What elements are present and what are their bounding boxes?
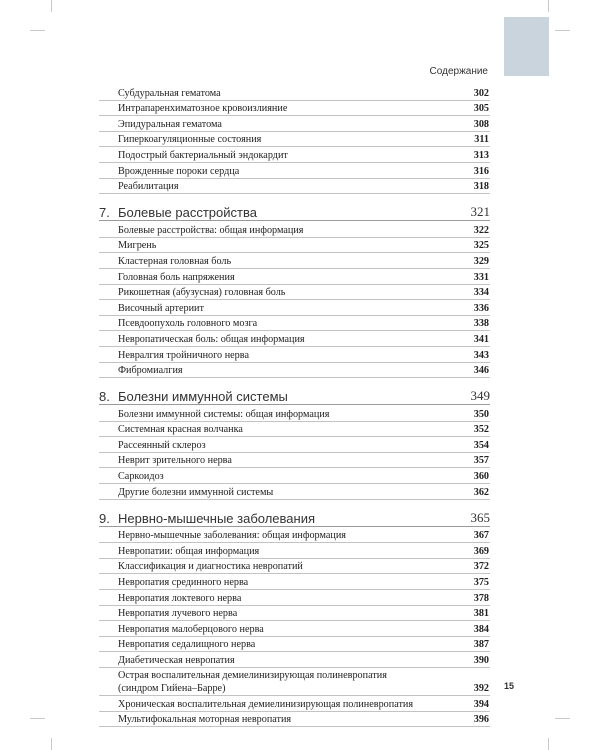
entry-page: 381: [473, 608, 489, 620]
entry-title-line: Невропатическая боль: общая информация: [118, 333, 305, 345]
entry-page: 394: [473, 698, 489, 710]
entry-title-line: Системная красная волчанка: [118, 424, 243, 436]
chapter-page: 365: [470, 509, 490, 525]
entry-title-line: Невропатия срединного нерва: [118, 577, 249, 589]
entry-title-line: Невропатия локтевого нерва: [118, 592, 242, 604]
toc-entry[interactable]: [99, 559, 490, 575]
entry-title-line: Невропатии: общая информация: [118, 545, 260, 557]
entry-page: 336: [473, 302, 489, 314]
entry-title: [99, 576, 248, 589]
entry-page: 305: [473, 103, 489, 115]
entry-title-line: Саркоидоз: [118, 471, 164, 483]
chapter-page: 349: [470, 388, 490, 404]
entry-title-line: Кластерная головная боль: [118, 255, 232, 267]
chapter-page: 321: [470, 204, 490, 220]
toc-entry[interactable]: [99, 347, 490, 363]
entry-title-line: Классификация и диагностика невропатий: [118, 561, 303, 573]
toc-entry[interactable]: [99, 101, 490, 117]
toc-entry[interactable]: [99, 300, 490, 316]
toc-entry[interactable]: [99, 606, 490, 622]
entry-title: [99, 271, 235, 284]
entry-page: 343: [473, 349, 489, 361]
entry-page: 316: [473, 165, 489, 177]
toc-entry[interactable]: [99, 422, 490, 438]
crop-mark: [555, 718, 570, 719]
entry-title: [99, 713, 291, 726]
toc-entry[interactable]: [99, 163, 490, 179]
entry-title: [99, 102, 287, 115]
chapter-label: [99, 205, 257, 220]
toc-entry[interactable]: [99, 468, 490, 484]
entry-title-line: Нервно-мышечные заболевания: общая информация: [118, 530, 346, 542]
chapter-title: Болевые расстройства: [118, 205, 257, 221]
entry-title: [99, 349, 249, 362]
entry-title: [99, 408, 330, 421]
toc-entry[interactable]: [99, 484, 490, 500]
entry-title: [99, 286, 285, 299]
entry-page: 360: [473, 471, 489, 483]
entry-page: 387: [473, 639, 489, 651]
entry-title: [99, 133, 261, 146]
entry-title-line: Болевые расстройства: общая информация: [118, 224, 304, 236]
entry-page: 372: [473, 561, 489, 573]
chapter-title: Нервно-мышечные заболевания: [118, 510, 316, 526]
toc-entry[interactable]: [99, 238, 490, 254]
entry-page: 350: [473, 408, 489, 420]
toc-entry[interactable]: [99, 652, 490, 668]
entry-page: 384: [473, 623, 489, 635]
entry-title: [99, 470, 164, 483]
entry-title-line: Интрапаренхиматозное кровоизлияние: [118, 103, 288, 115]
entry-page: 367: [473, 530, 489, 542]
running-header: Содержание: [429, 66, 488, 77]
entry-title: [99, 654, 235, 667]
entry-title: [99, 180, 179, 193]
chapter-label: [99, 389, 288, 404]
chapter-number: 9.: [99, 510, 110, 526]
entry-title-line: Головная боль напряжения: [118, 271, 235, 283]
toc-entry[interactable]: [99, 179, 490, 195]
crop-mark: [555, 30, 570, 31]
page-number: 15: [504, 681, 515, 691]
entry-title-line: Другие болезни иммунной системы: [118, 486, 274, 498]
entry-title-line: Мигрень: [118, 240, 157, 252]
entry-page: 311: [474, 134, 489, 146]
entry-title: [99, 224, 303, 237]
entry-title-line: Неврит зрительного нерва: [118, 455, 232, 467]
entry-title-line: (синдром Гийена–Барре): [118, 682, 226, 694]
entry-title-line: Гиперкоагуляционные состояния: [118, 134, 262, 146]
toc-entry[interactable]: [99, 85, 490, 101]
crop-mark: [51, 0, 52, 12]
entry-title-line: Реабилитация: [118, 181, 179, 193]
entry-title-line: Невропатия лучевого нерва: [118, 608, 238, 620]
entry-page: 357: [473, 455, 489, 467]
toc-entry[interactable]: [99, 116, 490, 132]
toc-entry[interactable]: [99, 621, 490, 637]
toc-entry[interactable]: [99, 222, 490, 238]
entry-page: 308: [473, 118, 489, 130]
entry-title-line: Врожденные пороки сердца: [118, 165, 240, 177]
entry-title: [99, 638, 255, 651]
entry-page: 375: [473, 577, 489, 589]
entry-title: [99, 529, 346, 542]
crop-mark: [30, 718, 45, 719]
entry-title-line: Рассеянный склероз: [118, 439, 206, 451]
entry-title: [99, 364, 183, 377]
entry-page: 390: [473, 655, 489, 666]
entry-page: 378: [473, 592, 489, 604]
crop-mark: [51, 738, 52, 750]
entry-title: [99, 592, 241, 605]
entry-title: [99, 165, 239, 178]
crop-mark: [548, 738, 549, 750]
entry-title-line: Невропатия малоберцового нерва: [118, 623, 264, 635]
entry-title: [99, 87, 221, 100]
toc-entry[interactable]: [99, 269, 490, 285]
entry-title: [99, 454, 232, 467]
toc-entry[interactable]: [99, 437, 490, 453]
entry-page: 313: [473, 149, 489, 161]
entry-title: [99, 560, 303, 573]
entry-page: 396: [473, 714, 489, 726]
entry-page: 346: [473, 365, 489, 377]
toc-entry[interactable]: [99, 668, 490, 696]
toc-entry[interactable]: [99, 406, 490, 422]
chapter-heading[interactable]: [99, 202, 490, 221]
entry-title: [99, 333, 305, 346]
entry-title: [99, 623, 264, 636]
entry-title-line: Мультифокальная моторная невропатия: [118, 714, 292, 726]
entry-title-line: Субдуральная гематома: [118, 87, 221, 99]
toc-entry[interactable]: [99, 285, 490, 301]
toc-entry[interactable]: [99, 712, 490, 728]
chapter-number: 8.: [99, 389, 110, 405]
toc-entry[interactable]: [99, 528, 490, 544]
entry-page: 334: [473, 287, 489, 299]
entry-page: 352: [473, 424, 489, 436]
crop-mark: [30, 30, 45, 31]
entry-title: [99, 439, 206, 452]
toc-entry[interactable]: [99, 316, 490, 332]
toc-entry[interactable]: [99, 637, 490, 653]
entry-title-line: Диабетическая невропатия: [118, 655, 235, 666]
entry-title-line: Болезни иммунной системы: общая информация: [118, 408, 330, 420]
chapter-label: [99, 511, 315, 526]
entry-page: 369: [473, 545, 489, 557]
entry-page: 302: [473, 87, 489, 99]
entry-title: [99, 149, 288, 162]
entry-title-line: Невралгия тройничного нерва: [118, 349, 249, 361]
entry-page: 341: [473, 333, 489, 345]
entry-page: 392: [473, 683, 489, 694]
entry-page: 338: [473, 318, 489, 330]
entry-title: [99, 545, 259, 558]
entry-title-line: Фибромиалгия: [118, 365, 183, 377]
table-of-contents: [99, 85, 490, 727]
entry-title: [99, 607, 237, 620]
entry-title-line: Подострый бактериальный эндокардит: [118, 149, 288, 161]
entry-title-line: Псевдоопухоль головного мозга: [118, 318, 258, 330]
entry-title: [99, 668, 387, 695]
entry-title-line: Острая воспалительная демиелинизирующая полиневропатия: [118, 670, 387, 681]
entry-page: 362: [473, 486, 489, 498]
entry-title: [99, 239, 156, 252]
entry-title-line: Эпидуральная гематома: [118, 118, 222, 130]
toc-entry[interactable]: [99, 453, 490, 469]
entry-title: [99, 698, 413, 711]
chapter-heading[interactable]: [99, 386, 490, 405]
entry-title-line: Невропатия седалищного нерва: [118, 639, 256, 651]
entry-title: [99, 486, 273, 499]
entry-title: [99, 423, 243, 436]
entry-page: 318: [473, 181, 489, 193]
toc-entry[interactable]: [99, 543, 490, 559]
crop-mark: [548, 0, 549, 12]
entry-page: 325: [473, 240, 489, 252]
entry-title-line: Хроническая воспалительная демиелинизирующая полиневропатия: [118, 698, 414, 710]
entry-title: [99, 118, 222, 131]
toc-entry[interactable]: [99, 132, 490, 148]
entry-title: [99, 302, 204, 315]
entry-page: 331: [473, 271, 489, 283]
toc-entry[interactable]: [99, 331, 490, 347]
toc-entry[interactable]: [99, 253, 490, 269]
toc-entry[interactable]: [99, 696, 490, 712]
chapter-number: 7.: [99, 205, 110, 221]
entry-title-line: Височный артериит: [118, 302, 204, 314]
toc-entry[interactable]: [99, 574, 490, 590]
entry-page: 329: [473, 255, 489, 267]
entry-title: [99, 255, 231, 268]
toc-entry[interactable]: [99, 147, 490, 163]
chapter-title: Болезни иммунной системы: [118, 389, 288, 405]
entry-page: 354: [473, 439, 489, 451]
toc-entry[interactable]: [99, 590, 490, 606]
entry-title-line: Рикошетная (абузусная) головная боль: [118, 287, 286, 299]
toc-entry[interactable]: [99, 363, 490, 379]
entry-page: 322: [473, 224, 489, 236]
entry-title: [99, 317, 257, 330]
chapter-heading[interactable]: [99, 508, 490, 527]
corner-color-tab: [504, 17, 549, 76]
